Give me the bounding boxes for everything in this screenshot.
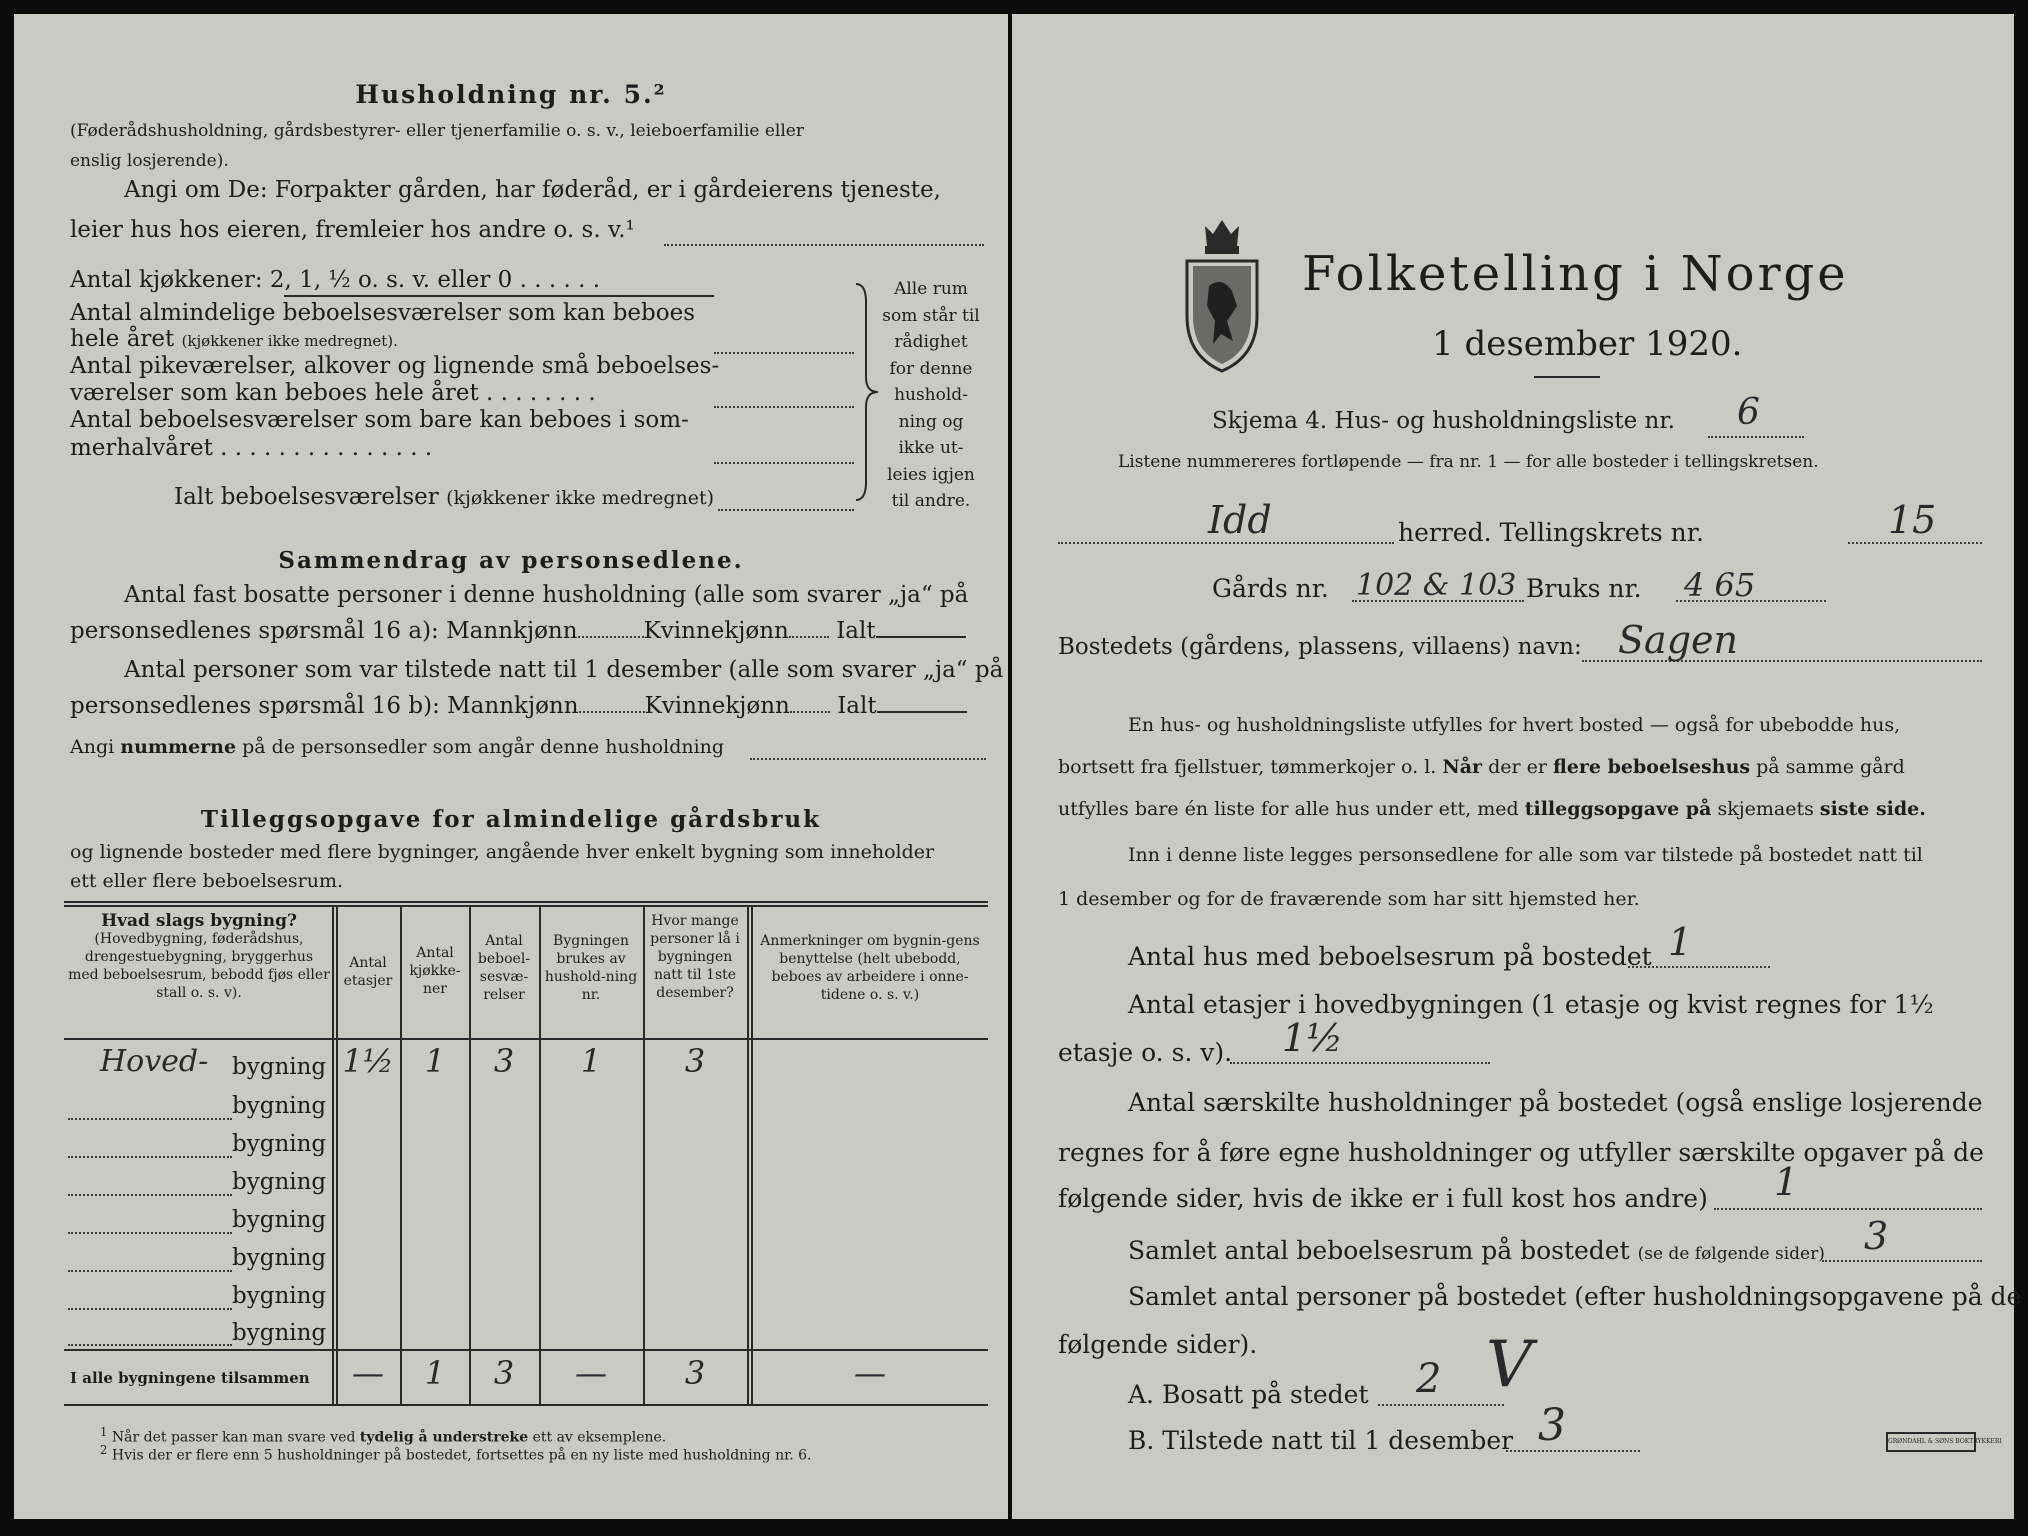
- census-title: Folketelling i Norge: [1302, 246, 1849, 302]
- persons-line1: Samlet antal personer på bostedet (efter husholdningsopgavene på de: [1128, 1282, 2022, 1311]
- ordinary-answer-line: [714, 352, 854, 354]
- row4-suffix: bygning: [232, 1169, 327, 1195]
- persons-line2: følgende sider).: [1058, 1330, 1258, 1359]
- rooms-ordinary-1: Antal almindelige beboelsesværelser som kan beboes: [70, 300, 696, 326]
- hh-line2: regnes for å føre egne husholdninger og utfyller særskilte opgaver på de: [1058, 1138, 1984, 1167]
- schema-label: Skjema 4. Hus- og husholdningsliste nr.: [1212, 408, 1676, 434]
- summer-answer-line: [714, 462, 854, 464]
- hh-value: 1: [1774, 1160, 1799, 1204]
- row1-type: Hoved-: [100, 1044, 209, 1079]
- footnote-2: $^2$ Hvis der er flere enn 5 husholdninger på bostedet, fortsettes på en ny liste med husholdning nr. 6.: [100, 1443, 812, 1464]
- houses-value: 1: [1668, 920, 1693, 964]
- herred-label: herred. Tellingskrets nr.: [1398, 518, 1704, 547]
- rooms-summer-2: merhalvåret . . . . . . . . . . . . . . .: [70, 435, 433, 461]
- coat-of-arms-icon: [1177, 206, 1267, 376]
- question-line-1: Angi om De: Forpakter gården, har føderåd, er i gårdeierens tjeneste,: [124, 177, 941, 203]
- total-household: —: [575, 1354, 607, 1392]
- col-floors: Antal etasjer: [343, 955, 393, 989]
- floors-line1: Antal etasjer i hovedbygningen (1 etasje og kvist regnes for 1½: [1128, 990, 1934, 1019]
- question-answer-line: [664, 244, 984, 246]
- rooms-kitchens: Antal kjøkkener: 2, 1, ½ o. s. v. eller 0 . . . . . .: [70, 267, 601, 293]
- instr2-line1: Inn i denne liste legges personsedlene for alle som var tilstede på bostedet natt til: [1128, 844, 1923, 866]
- totals-label: I alle bygningene tilsammen: [70, 1369, 310, 1387]
- summary-title: Sammendrag av personsedlene.: [278, 547, 744, 574]
- row1-rooms: 3: [493, 1042, 515, 1080]
- b-label: B. Tilstede natt til 1 desember: [1128, 1426, 1514, 1455]
- title-rule: [1534, 376, 1600, 378]
- schema-value: 6: [1737, 392, 1760, 433]
- houses-label: Antal hus med beboelsesrum på bostedet: [1128, 942, 1652, 971]
- krets-value: 15: [1888, 498, 1937, 542]
- household-subtitle-1: (Føderådshusholdning, gårdsbestyrer- eller tjenerfamilie o. s. v., leieboerfamilie eller: [70, 121, 804, 141]
- bosted-label: Bostedets (gårdens, plassens, villaens) navn:: [1058, 634, 1582, 660]
- total-floors: —: [352, 1354, 384, 1392]
- row2-suffix: bygning: [232, 1093, 327, 1119]
- maid-answer-line: [714, 406, 854, 408]
- col-rooms: Antal beboel-sesvæ-relser: [477, 933, 531, 1003]
- supplement-sub-1: og lignende bosteder med flere bygninger, angående hver enkelt bygning som inneholder: [70, 841, 935, 863]
- list-note: Listene nummereres fortløpende — fra nr. 1 — for alle bosteder i tellingskretsen.: [1118, 452, 1819, 472]
- rooms-maid-2: værelser som kan beboes hele året . . . . . . . .: [70, 380, 596, 406]
- col-household: Bygningen brukes av hushold-ning nr.: [544, 933, 638, 1003]
- row1-kitchens: 1: [424, 1042, 446, 1080]
- herred-value: Idd: [1208, 498, 1272, 542]
- rooms-maid-1: Antal pikeværelser, alkover og lignende små beboelses-: [70, 353, 720, 379]
- b-value: 3: [1538, 1400, 1566, 1451]
- printer-stamp: GRØNDAHL & SØNS BOKTRYKKERI: [1886, 1432, 1976, 1452]
- supplement-sub-2: ett eller flere beboelsesrum.: [70, 870, 344, 892]
- instr1-line1: En hus- og husholdningsliste utfylles for hvert bosted — også for ubebodde hus,: [1128, 714, 1901, 736]
- summary-p1-line2: personsedlenes spørsmål 16 a): Mannkjønn Kvinnekjønn Ialt: [70, 618, 966, 644]
- instr1-line2: bortsett fra fjellstuer, tømmerkojer o. l. Når der er flere beboelseshus på samme gård: [1058, 756, 1905, 778]
- row5-suffix: bygning: [232, 1207, 327, 1233]
- total-persons: 3: [684, 1354, 706, 1392]
- gards-value: 102 & 103: [1356, 568, 1517, 603]
- total-kitchens: 1: [424, 1354, 446, 1392]
- right-page: [1012, 14, 2022, 1519]
- floors-line2: etasje o. s. v).: [1058, 1038, 1233, 1067]
- row1-persons: 3: [684, 1042, 706, 1080]
- rooms-total: Ialt beboelsesværelser (kjøkkener ikke medregnet): [174, 484, 715, 510]
- summary-p1-line1: Antal fast bosatte personer i denne husholdning (alle som svarer „ja“ på: [124, 582, 969, 608]
- row6-suffix: bygning: [232, 1245, 327, 1271]
- summary-p2-line2: personsedlenes spørsmål 16 b): Mannkjønn Kvinnekjønn Ialt: [70, 693, 967, 719]
- row1-household: 1: [580, 1042, 602, 1080]
- total-answer-line: [718, 509, 854, 511]
- numbers-answer-line: [750, 758, 986, 760]
- row1-suffix: bygning: [232, 1054, 327, 1080]
- row1-floors: 1½: [342, 1042, 394, 1080]
- rooms-label: Samlet antal beboelsesrum på bostedet (se de følgende sider): [1128, 1236, 1825, 1265]
- col-persons: Hvor mange personer lå i bygningen natt til 1ste desember?: [650, 913, 740, 1001]
- supplement-title: Tilleggsopgave for almindelige gårdsbruk: [200, 806, 822, 833]
- gards-label: Gårds nr.: [1212, 574, 1329, 603]
- total-remarks: —: [854, 1354, 886, 1392]
- a-label: A. Bosatt på stedet: [1128, 1380, 1369, 1409]
- instr1-line3: utfylles bare én liste for alle hus under ett, med tilleggsopgave på skjemaets siste side.: [1058, 798, 1926, 820]
- rooms-value: 3: [1864, 1214, 1889, 1258]
- instr2-line2: 1 desember og for de fraværende som har sitt hjemsted her.: [1058, 888, 1640, 910]
- bruks-value: 4 65: [1684, 566, 1756, 604]
- col-building-type: Hvad slags bygning? (Hovedbygning, føderådshus, drengestuebygning, bryggerhus med beboelsesrum, bebodd fjøs eller stall o. s. v).: [68, 911, 330, 1001]
- summary-p2-line1: Antal personer som var tilstede natt til 1 desember (alle som svarer „ja“ på: [124, 657, 1004, 683]
- rooms-ordinary-2: hele året (kjøkkener ikke medregnet).: [70, 326, 398, 352]
- hh-line1: Antal særskilte husholdninger på bostedet (også enslige losjerende: [1128, 1088, 1983, 1117]
- a-value: 2: [1416, 1356, 1442, 1402]
- bosted-value: Sagen: [1618, 618, 1738, 662]
- side-note: Alle rum som står til rådighet for denne hushold- ning og ikke ut- leies igjen til andre.: [882, 279, 980, 511]
- left-page: [14, 14, 1008, 1519]
- household-subtitle-2: enslig losjerende).: [70, 151, 229, 171]
- floors-value: 1½: [1282, 1016, 1344, 1060]
- kitchens-underline: [284, 295, 714, 297]
- check-mark: V: [1486, 1328, 1533, 1402]
- footnote-1: $^1$ Når det passer kan man svare ved tydelig å understreke ett av eksemplene.: [100, 1425, 667, 1446]
- summary-numbers: Angi nummerne på de personsedler som angår denne husholdning: [70, 736, 725, 758]
- col-remarks: Anmerkninger om bygnin-gens benyttelse (helt ubebodd, beboes av arbeidere i onne-tidene o. s. v.): [760, 933, 980, 1003]
- household-title: Husholdning nr. 5.²: [355, 80, 667, 109]
- row8-suffix: bygning: [232, 1320, 327, 1346]
- rooms-summer-1: Antal beboelsesværelser som bare kan beboes i som-: [70, 407, 689, 433]
- total-rooms: 3: [493, 1354, 515, 1392]
- bruks-label: Bruks nr.: [1526, 574, 1642, 603]
- question-line-2: leier hus hos eieren, fremleier hos andre o. s. v.¹: [70, 217, 635, 243]
- row7-suffix: bygning: [232, 1283, 327, 1309]
- col-kitchens: Antal kjøkke-ner: [409, 945, 461, 997]
- row3-suffix: bygning: [232, 1131, 327, 1157]
- hh-line3: følgende sider, hvis de ikke er i full kost hos andre): [1058, 1184, 1708, 1213]
- census-date: 1 desember 1920.: [1432, 324, 1743, 364]
